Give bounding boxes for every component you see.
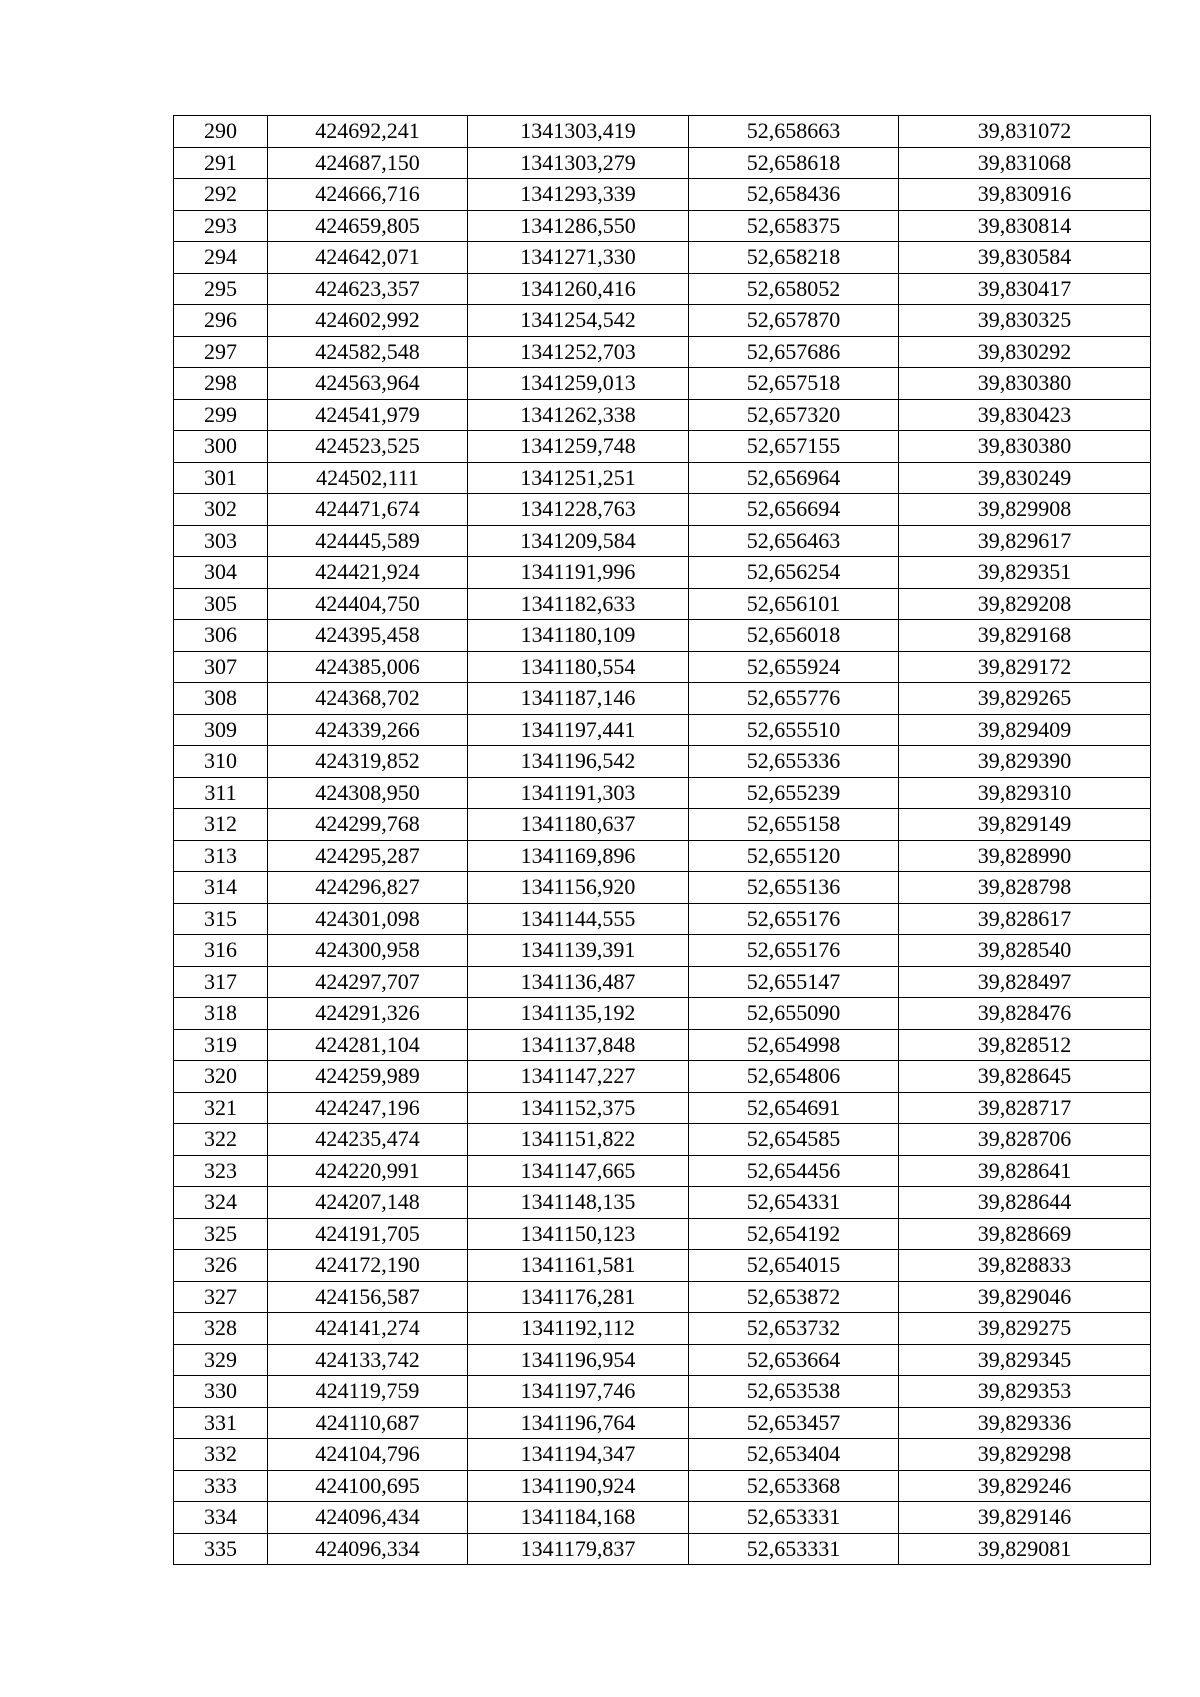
coord-x-cell: 424295,287 <box>268 840 468 872</box>
table-row <box>174 777 1151 809</box>
coord-x-cell: 424172,190 <box>268 1250 468 1282</box>
point-number-cell: 301 <box>174 462 268 494</box>
table-row <box>174 966 1151 998</box>
coord-y-cell: 1341303,419 <box>468 116 689 148</box>
coord-y-cell: 1341197,746 <box>468 1376 689 1408</box>
point-number-cell: 328 <box>174 1313 268 1345</box>
longitude-cell: 39,828512 <box>899 1029 1151 1061</box>
coord-y-cell: 1341151,822 <box>468 1124 689 1156</box>
coord-x-cell: 424692,241 <box>268 116 468 148</box>
longitude-cell: 39,830417 <box>899 273 1151 305</box>
longitude-cell: 39,829908 <box>899 494 1151 526</box>
latitude-cell: 52,658618 <box>689 147 899 179</box>
point-number-cell: 330 <box>174 1376 268 1408</box>
coord-x-cell: 424687,150 <box>268 147 468 179</box>
longitude-cell: 39,829146 <box>899 1502 1151 1534</box>
longitude-cell: 39,829345 <box>899 1344 1151 1376</box>
table-row <box>174 462 1151 494</box>
latitude-cell: 52,657518 <box>689 368 899 400</box>
longitude-cell: 39,828540 <box>899 935 1151 967</box>
coord-y-cell: 1341197,441 <box>468 714 689 746</box>
coord-x-cell: 424319,852 <box>268 746 468 778</box>
longitude-cell: 39,828476 <box>899 998 1151 1030</box>
point-number-cell: 312 <box>174 809 268 841</box>
coord-y-cell: 1341136,487 <box>468 966 689 998</box>
longitude-cell: 39,829390 <box>899 746 1151 778</box>
latitude-cell: 52,655147 <box>689 966 899 998</box>
point-number-cell: 322 <box>174 1124 268 1156</box>
longitude-cell: 39,829046 <box>899 1281 1151 1313</box>
coord-y-cell: 1341147,227 <box>468 1061 689 1093</box>
coord-x-cell: 424339,266 <box>268 714 468 746</box>
coord-x-cell: 424156,587 <box>268 1281 468 1313</box>
coord-y-cell: 1341180,637 <box>468 809 689 841</box>
table-row <box>174 399 1151 431</box>
coord-y-cell: 1341260,416 <box>468 273 689 305</box>
table-row <box>174 998 1151 1030</box>
coordinates-table <box>173 115 1151 1565</box>
longitude-cell: 39,829353 <box>899 1376 1151 1408</box>
table-row <box>174 525 1151 557</box>
coord-x-cell: 424096,334 <box>268 1533 468 1565</box>
latitude-cell: 52,656018 <box>689 620 899 652</box>
point-number-cell: 305 <box>174 588 268 620</box>
latitude-cell: 52,658375 <box>689 210 899 242</box>
coord-y-cell: 1341152,375 <box>468 1092 689 1124</box>
longitude-cell: 39,828833 <box>899 1250 1151 1282</box>
table-row <box>174 210 1151 242</box>
point-number-cell: 335 <box>174 1533 268 1565</box>
longitude-cell: 39,829172 <box>899 651 1151 683</box>
coord-y-cell: 1341303,279 <box>468 147 689 179</box>
point-number-cell: 332 <box>174 1439 268 1471</box>
table-row <box>174 557 1151 589</box>
coord-x-cell: 424623,357 <box>268 273 468 305</box>
coord-x-cell: 424096,434 <box>268 1502 468 1534</box>
table-row <box>174 683 1151 715</box>
coord-x-cell: 424563,964 <box>268 368 468 400</box>
coord-x-cell: 424281,104 <box>268 1029 468 1061</box>
latitude-cell: 52,655136 <box>689 872 899 904</box>
longitude-cell: 39,830380 <box>899 368 1151 400</box>
coord-y-cell: 1341190,924 <box>468 1470 689 1502</box>
longitude-cell: 39,829275 <box>899 1313 1151 1345</box>
latitude-cell: 52,653331 <box>689 1533 899 1565</box>
coord-x-cell: 424235,474 <box>268 1124 468 1156</box>
coord-y-cell: 1341271,330 <box>468 242 689 274</box>
latitude-cell: 52,653664 <box>689 1344 899 1376</box>
longitude-cell: 39,828990 <box>899 840 1151 872</box>
longitude-cell: 39,828645 <box>899 1061 1151 1093</box>
coord-x-cell: 424247,196 <box>268 1092 468 1124</box>
coord-x-cell: 424602,992 <box>268 305 468 337</box>
latitude-cell: 52,655176 <box>689 935 899 967</box>
longitude-cell: 39,829409 <box>899 714 1151 746</box>
point-number-cell: 295 <box>174 273 268 305</box>
coord-y-cell: 1341192,112 <box>468 1313 689 1345</box>
longitude-cell: 39,828669 <box>899 1218 1151 1250</box>
coord-y-cell: 1341259,748 <box>468 431 689 463</box>
latitude-cell: 52,653872 <box>689 1281 899 1313</box>
table-row <box>174 1502 1151 1534</box>
latitude-cell: 52,654192 <box>689 1218 899 1250</box>
coord-y-cell: 1341179,837 <box>468 1533 689 1565</box>
coord-y-cell: 1341161,581 <box>468 1250 689 1282</box>
coord-y-cell: 1341252,703 <box>468 336 689 368</box>
point-number-cell: 299 <box>174 399 268 431</box>
table-row <box>174 1061 1151 1093</box>
point-number-cell: 309 <box>174 714 268 746</box>
point-number-cell: 331 <box>174 1407 268 1439</box>
point-number-cell: 319 <box>174 1029 268 1061</box>
longitude-cell: 39,829351 <box>899 557 1151 589</box>
longitude-cell: 39,830325 <box>899 305 1151 337</box>
latitude-cell: 52,653368 <box>689 1470 899 1502</box>
coord-x-cell: 424385,006 <box>268 651 468 683</box>
point-number-cell: 317 <box>174 966 268 998</box>
coord-x-cell: 424299,768 <box>268 809 468 841</box>
coord-x-cell: 424100,695 <box>268 1470 468 1502</box>
table-row <box>174 872 1151 904</box>
longitude-cell: 39,829310 <box>899 777 1151 809</box>
point-number-cell: 310 <box>174 746 268 778</box>
coord-y-cell: 1341262,338 <box>468 399 689 431</box>
point-number-cell: 318 <box>174 998 268 1030</box>
latitude-cell: 52,653457 <box>689 1407 899 1439</box>
table-row <box>174 431 1151 463</box>
table-row <box>174 588 1151 620</box>
latitude-cell: 52,657155 <box>689 431 899 463</box>
coord-y-cell: 1341182,633 <box>468 588 689 620</box>
table-row <box>174 1155 1151 1187</box>
coord-x-cell: 424395,458 <box>268 620 468 652</box>
point-number-cell: 323 <box>174 1155 268 1187</box>
latitude-cell: 52,656694 <box>689 494 899 526</box>
point-number-cell: 311 <box>174 777 268 809</box>
coord-x-cell: 424582,548 <box>268 336 468 368</box>
latitude-cell: 52,654585 <box>689 1124 899 1156</box>
longitude-cell: 39,828706 <box>899 1124 1151 1156</box>
table-row <box>174 147 1151 179</box>
table-row <box>174 1250 1151 1282</box>
table-row <box>174 494 1151 526</box>
latitude-cell: 52,653538 <box>689 1376 899 1408</box>
longitude-cell: 39,831068 <box>899 147 1151 179</box>
longitude-cell: 39,828644 <box>899 1187 1151 1219</box>
coord-y-cell: 1341139,391 <box>468 935 689 967</box>
longitude-cell: 39,828798 <box>899 872 1151 904</box>
point-number-cell: 325 <box>174 1218 268 1250</box>
coord-y-cell: 1341254,542 <box>468 305 689 337</box>
longitude-cell: 39,828497 <box>899 966 1151 998</box>
point-number-cell: 291 <box>174 147 268 179</box>
latitude-cell: 52,654691 <box>689 1092 899 1124</box>
point-number-cell: 315 <box>174 903 268 935</box>
coord-y-cell: 1341196,954 <box>468 1344 689 1376</box>
point-number-cell: 316 <box>174 935 268 967</box>
point-number-cell: 294 <box>174 242 268 274</box>
coord-y-cell: 1341169,896 <box>468 840 689 872</box>
table-row <box>174 1092 1151 1124</box>
point-number-cell: 304 <box>174 557 268 589</box>
latitude-cell: 52,655120 <box>689 840 899 872</box>
coord-x-cell: 424523,525 <box>268 431 468 463</box>
coord-x-cell: 424119,759 <box>268 1376 468 1408</box>
coord-y-cell: 1341180,554 <box>468 651 689 683</box>
table-row <box>174 1470 1151 1502</box>
coord-y-cell: 1341137,848 <box>468 1029 689 1061</box>
latitude-cell: 52,658436 <box>689 179 899 211</box>
coord-x-cell: 424541,979 <box>268 399 468 431</box>
longitude-cell: 39,830814 <box>899 210 1151 242</box>
longitude-cell: 39,831072 <box>899 116 1151 148</box>
coord-x-cell: 424207,148 <box>268 1187 468 1219</box>
latitude-cell: 52,657320 <box>689 399 899 431</box>
coord-y-cell: 1341180,109 <box>468 620 689 652</box>
longitude-cell: 39,829246 <box>899 1470 1151 1502</box>
latitude-cell: 52,655336 <box>689 746 899 778</box>
coord-x-cell: 424301,098 <box>268 903 468 935</box>
latitude-cell: 52,653404 <box>689 1439 899 1471</box>
latitude-cell: 52,658052 <box>689 273 899 305</box>
table-row <box>174 1376 1151 1408</box>
coord-x-cell: 424666,716 <box>268 179 468 211</box>
table-row <box>174 620 1151 652</box>
latitude-cell: 52,654456 <box>689 1155 899 1187</box>
longitude-cell: 39,829168 <box>899 620 1151 652</box>
table-row <box>174 179 1151 211</box>
longitude-cell: 39,829208 <box>899 588 1151 620</box>
coord-x-cell: 424110,687 <box>268 1407 468 1439</box>
coord-x-cell: 424296,827 <box>268 872 468 904</box>
longitude-cell: 39,830584 <box>899 242 1151 274</box>
coord-y-cell: 1341259,013 <box>468 368 689 400</box>
coord-x-cell: 424259,989 <box>268 1061 468 1093</box>
coord-x-cell: 424300,958 <box>268 935 468 967</box>
coord-x-cell: 424368,702 <box>268 683 468 715</box>
point-number-cell: 326 <box>174 1250 268 1282</box>
longitude-cell: 39,830249 <box>899 462 1151 494</box>
point-number-cell: 296 <box>174 305 268 337</box>
coord-x-cell: 424642,071 <box>268 242 468 274</box>
longitude-cell: 39,828617 <box>899 903 1151 935</box>
coord-y-cell: 1341293,339 <box>468 179 689 211</box>
longitude-cell: 39,828717 <box>899 1092 1151 1124</box>
coord-x-cell: 424659,805 <box>268 210 468 242</box>
longitude-cell: 39,829081 <box>899 1533 1151 1565</box>
coord-x-cell: 424104,796 <box>268 1439 468 1471</box>
coord-y-cell: 1341144,555 <box>468 903 689 935</box>
table-row <box>174 1439 1151 1471</box>
latitude-cell: 52,658663 <box>689 116 899 148</box>
point-number-cell: 329 <box>174 1344 268 1376</box>
latitude-cell: 52,654998 <box>689 1029 899 1061</box>
coord-x-cell: 424220,991 <box>268 1155 468 1187</box>
table-row <box>174 1407 1151 1439</box>
latitude-cell: 52,655924 <box>689 651 899 683</box>
longitude-cell: 39,830292 <box>899 336 1151 368</box>
latitude-cell: 52,657870 <box>689 305 899 337</box>
point-number-cell: 324 <box>174 1187 268 1219</box>
point-number-cell: 307 <box>174 651 268 683</box>
coord-x-cell: 424421,924 <box>268 557 468 589</box>
coord-y-cell: 1341147,665 <box>468 1155 689 1187</box>
latitude-cell: 52,656101 <box>689 588 899 620</box>
latitude-cell: 52,655776 <box>689 683 899 715</box>
table-row <box>174 273 1151 305</box>
table-row <box>174 1533 1151 1565</box>
coord-y-cell: 1341196,764 <box>468 1407 689 1439</box>
latitude-cell: 52,654015 <box>689 1250 899 1282</box>
point-number-cell: 333 <box>174 1470 268 1502</box>
latitude-cell: 52,653331 <box>689 1502 899 1534</box>
longitude-cell: 39,830380 <box>899 431 1151 463</box>
table-row <box>174 1029 1151 1061</box>
latitude-cell: 52,654806 <box>689 1061 899 1093</box>
latitude-cell: 52,657686 <box>689 336 899 368</box>
table-row <box>174 651 1151 683</box>
coord-y-cell: 1341135,192 <box>468 998 689 1030</box>
coord-y-cell: 1341228,763 <box>468 494 689 526</box>
table-row <box>174 305 1151 337</box>
table-row <box>174 242 1151 274</box>
longitude-cell: 39,829265 <box>899 683 1151 715</box>
longitude-cell: 39,829336 <box>899 1407 1151 1439</box>
table-row <box>174 368 1151 400</box>
point-number-cell: 314 <box>174 872 268 904</box>
table-row <box>174 809 1151 841</box>
longitude-cell: 39,830916 <box>899 179 1151 211</box>
point-number-cell: 292 <box>174 179 268 211</box>
point-number-cell: 290 <box>174 116 268 148</box>
latitude-cell: 52,655176 <box>689 903 899 935</box>
coord-y-cell: 1341209,584 <box>468 525 689 557</box>
table-row <box>174 1281 1151 1313</box>
latitude-cell: 52,656254 <box>689 557 899 589</box>
coord-x-cell: 424471,674 <box>268 494 468 526</box>
coord-y-cell: 1341150,123 <box>468 1218 689 1250</box>
coord-y-cell: 1341196,542 <box>468 746 689 778</box>
point-number-cell: 327 <box>174 1281 268 1313</box>
latitude-cell: 52,655239 <box>689 777 899 809</box>
latitude-cell: 52,658218 <box>689 242 899 274</box>
coord-y-cell: 1341156,920 <box>468 872 689 904</box>
table-row <box>174 1124 1151 1156</box>
coord-y-cell: 1341194,347 <box>468 1439 689 1471</box>
table-row <box>174 1313 1151 1345</box>
point-number-cell: 308 <box>174 683 268 715</box>
coord-y-cell: 1341148,135 <box>468 1187 689 1219</box>
longitude-cell: 39,830423 <box>899 399 1151 431</box>
longitude-cell: 39,828641 <box>899 1155 1151 1187</box>
table-row <box>174 935 1151 967</box>
coord-x-cell: 424291,326 <box>268 998 468 1030</box>
coordinates-table-body <box>174 116 1151 1565</box>
point-number-cell: 320 <box>174 1061 268 1093</box>
coord-x-cell: 424297,707 <box>268 966 468 998</box>
table-row <box>174 1187 1151 1219</box>
coord-x-cell: 424133,742 <box>268 1344 468 1376</box>
longitude-cell: 39,829149 <box>899 809 1151 841</box>
point-number-cell: 321 <box>174 1092 268 1124</box>
coord-x-cell: 424445,589 <box>268 525 468 557</box>
latitude-cell: 52,655090 <box>689 998 899 1030</box>
coord-y-cell: 1341191,996 <box>468 557 689 589</box>
point-number-cell: 334 <box>174 1502 268 1534</box>
longitude-cell: 39,829617 <box>899 525 1151 557</box>
point-number-cell: 306 <box>174 620 268 652</box>
coord-y-cell: 1341191,303 <box>468 777 689 809</box>
point-number-cell: 302 <box>174 494 268 526</box>
coord-x-cell: 424141,274 <box>268 1313 468 1345</box>
coord-y-cell: 1341251,251 <box>468 462 689 494</box>
coord-y-cell: 1341286,550 <box>468 210 689 242</box>
point-number-cell: 300 <box>174 431 268 463</box>
coord-x-cell: 424308,950 <box>268 777 468 809</box>
coord-y-cell: 1341184,168 <box>468 1502 689 1534</box>
point-number-cell: 297 <box>174 336 268 368</box>
latitude-cell: 52,656463 <box>689 525 899 557</box>
latitude-cell: 52,656964 <box>689 462 899 494</box>
point-number-cell: 293 <box>174 210 268 242</box>
latitude-cell: 52,655510 <box>689 714 899 746</box>
coord-y-cell: 1341187,146 <box>468 683 689 715</box>
table-row <box>174 1344 1151 1376</box>
coord-x-cell: 424404,750 <box>268 588 468 620</box>
table-row <box>174 840 1151 872</box>
longitude-cell: 39,829298 <box>899 1439 1151 1471</box>
table-row <box>174 903 1151 935</box>
table-row <box>174 714 1151 746</box>
table-row <box>174 336 1151 368</box>
table-row <box>174 116 1151 148</box>
latitude-cell: 52,655158 <box>689 809 899 841</box>
latitude-cell: 52,653732 <box>689 1313 899 1345</box>
point-number-cell: 298 <box>174 368 268 400</box>
point-number-cell: 303 <box>174 525 268 557</box>
table-row <box>174 746 1151 778</box>
point-number-cell: 313 <box>174 840 268 872</box>
coord-y-cell: 1341176,281 <box>468 1281 689 1313</box>
latitude-cell: 52,654331 <box>689 1187 899 1219</box>
coord-x-cell: 424502,111 <box>268 462 468 494</box>
table-row <box>174 1218 1151 1250</box>
coord-x-cell: 424191,705 <box>268 1218 468 1250</box>
